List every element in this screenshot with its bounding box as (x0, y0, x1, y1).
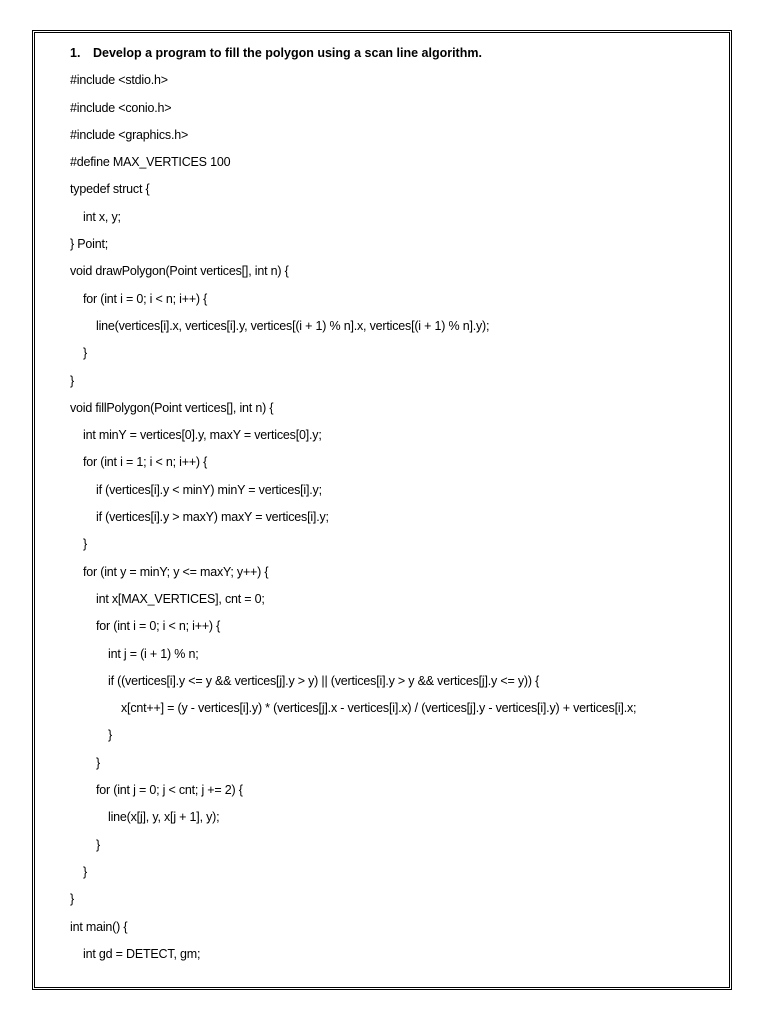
code-line: } (70, 373, 74, 388)
code-line: for (int j = 0; j < cnt; j += 2) { (96, 783, 243, 798)
code-line: int minY = vertices[0].y, maxY = vertices[0].y; (83, 428, 322, 443)
code-line: int j = (i + 1) % n; (108, 646, 199, 661)
code-line: for (int y = minY; y <= maxY; y++) { (83, 564, 269, 579)
code-line: } (108, 728, 112, 743)
question-title: Develop a program to fill the polygon using a scan line algorithm. (93, 46, 482, 60)
code-line: } (83, 537, 87, 552)
question-number: 1. (70, 46, 81, 60)
code-line: for (int i = 0; i < n; i++) { (83, 291, 208, 306)
code-line: int gd = DETECT, gm; (83, 946, 201, 961)
code-line: void drawPolygon(Point vertices[], int n) { (70, 264, 289, 279)
code-line: #include <graphics.h> (70, 127, 189, 142)
code-line: } (96, 755, 100, 770)
code-line: if (vertices[i].y < minY) minY = vertices[i].y; (96, 482, 322, 497)
code-line: #define MAX_VERTICES 100 (70, 155, 231, 170)
code-line: typedef struct { (70, 182, 150, 197)
code-line: int x, y; (83, 209, 121, 224)
code-line: if ((vertices[i].y <= y && vertices[j].y > y) || (vertices[i].y > y && vertices[j].y <= y)) { (108, 673, 540, 688)
code-line: for (int i = 0; i < n; i++) { (96, 619, 221, 634)
code-line: int x[MAX_VERTICES], cnt = 0; (96, 591, 265, 606)
code-line: line(x[j], y, x[j + 1], y); (108, 810, 220, 825)
code-line: } (83, 864, 87, 879)
code-line: if (vertices[i].y > maxY) maxY = vertices[i].y; (96, 510, 329, 525)
code-line: void fillPolygon(Point vertices[], int n) { (70, 400, 274, 415)
code-line: } (83, 346, 87, 361)
code-line: x[cnt++] = (y - vertices[i].y) * (vertices[j].x - vertices[i].x) / (vertices[j].y - vertices[i].y) + vertices[i].x; (121, 701, 637, 716)
question-heading (70, 40, 720, 67)
code-line: int main() { (70, 919, 128, 934)
code-line: #include <conio.h> (70, 100, 172, 115)
code-line: line(vertices[i].x, vertices[i].y, vertices[(i + 1) % n].x, vertices[(i + 1) % n].y); (96, 318, 490, 333)
code-listing (70, 67, 720, 968)
code-line: } (96, 837, 100, 852)
code-line: #include <stdio.h> (70, 73, 168, 88)
code-line: } (70, 892, 74, 907)
code-line: } Point; (70, 237, 109, 252)
code-line: for (int i = 1; i < n; i++) { (83, 455, 208, 470)
document-body (70, 40, 720, 968)
